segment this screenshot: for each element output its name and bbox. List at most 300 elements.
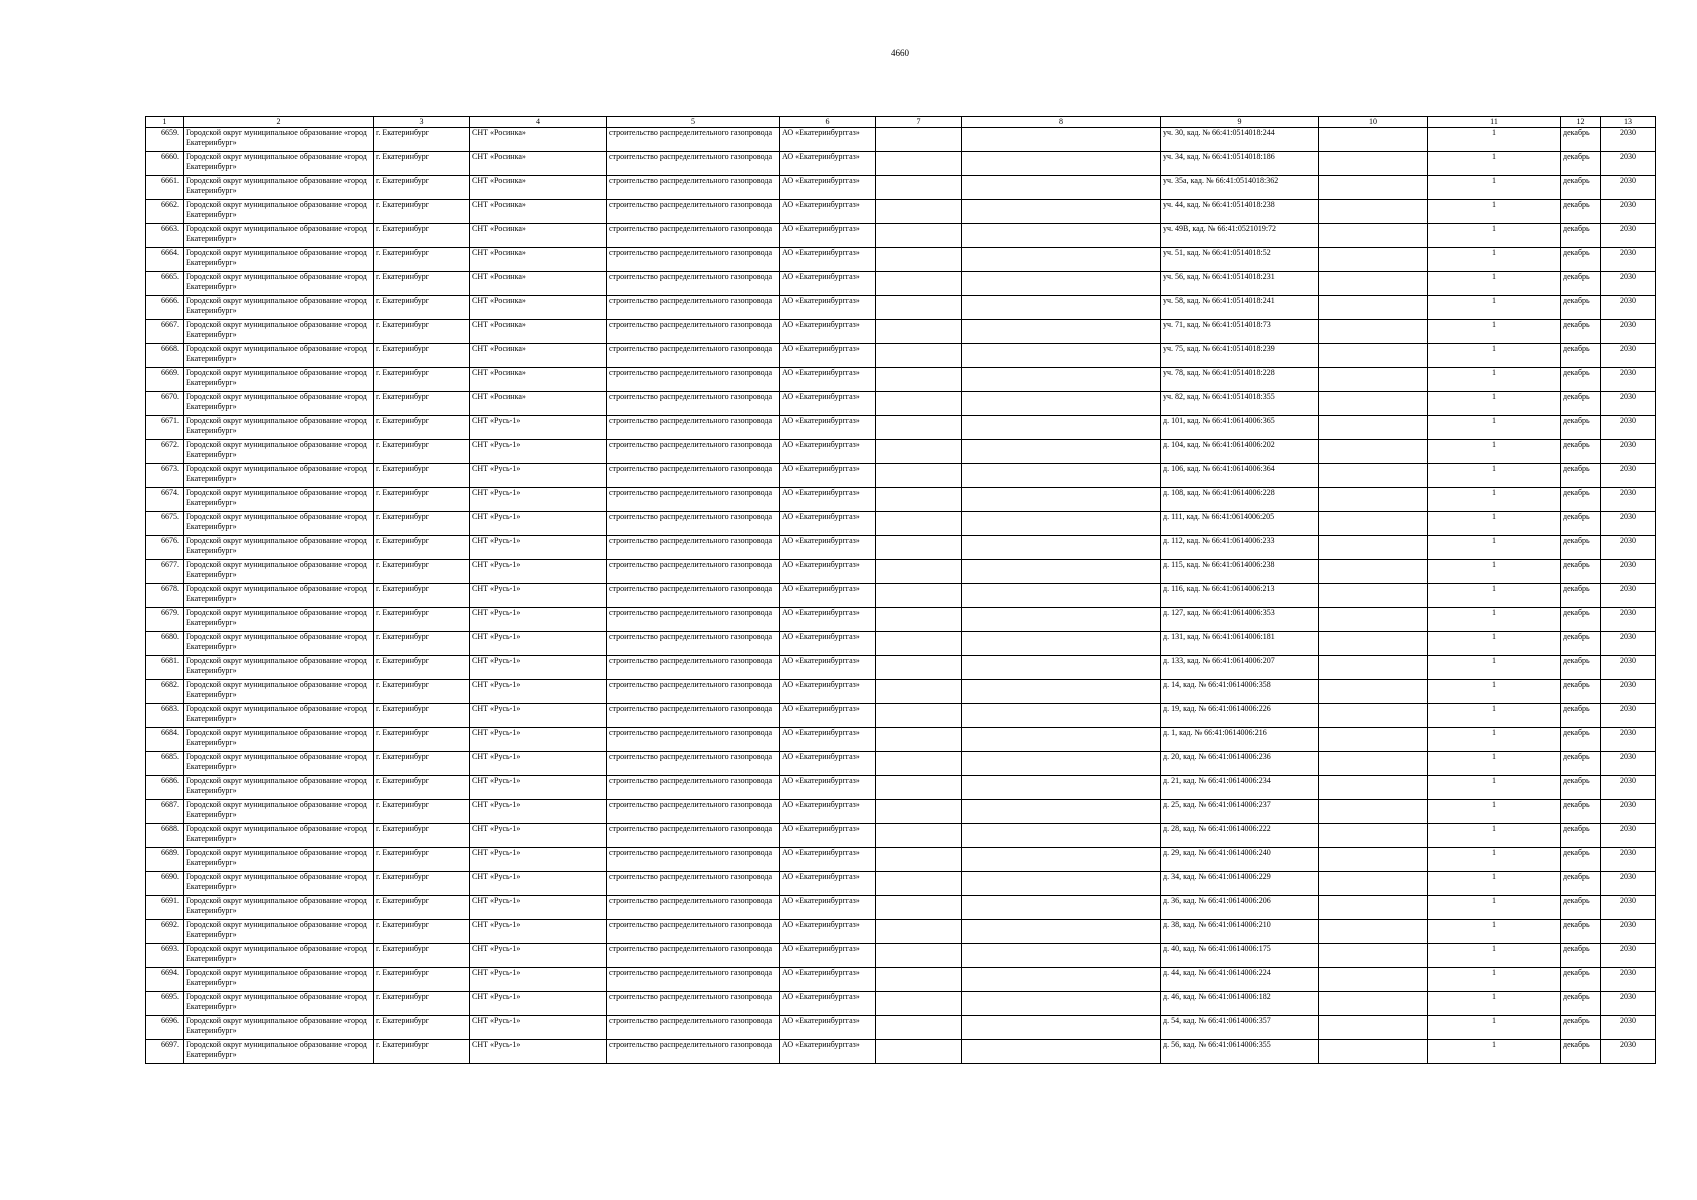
col7-cell <box>876 704 962 728</box>
col10-cell <box>1319 392 1428 416</box>
col7-cell <box>876 848 962 872</box>
snt-cell: СНТ «Русь-1» <box>470 752 607 776</box>
operator-cell: АО «Екатеринбурггаз» <box>780 1016 876 1040</box>
row-number: 6683. <box>146 704 184 728</box>
quantity-cell: 1 <box>1428 728 1561 752</box>
col7-cell <box>876 248 962 272</box>
row-number: 6670. <box>146 392 184 416</box>
operator-cell: АО «Екатеринбурггаз» <box>780 128 876 152</box>
municipality-cell: Городской округ муниципальное образование «город Екатеринбург» <box>184 824 374 848</box>
operator-cell: АО «Екатеринбурггаз» <box>780 248 876 272</box>
plot-cell: д. 29, кад. № 66:41:0614006:240 <box>1161 848 1319 872</box>
row-number: 6665. <box>146 272 184 296</box>
row-number: 6660. <box>146 152 184 176</box>
plot-cell: д. 20, кад. № 66:41:0614006:236 <box>1161 752 1319 776</box>
operator-cell: АО «Екатеринбурггаз» <box>780 488 876 512</box>
col8-cell <box>962 728 1161 752</box>
col7-cell <box>876 584 962 608</box>
plot-cell: уч. 58, кад. № 66:41:0514018:241 <box>1161 296 1319 320</box>
snt-cell: СНТ «Росинка» <box>470 152 607 176</box>
snt-cell: СНТ «Русь-1» <box>470 728 607 752</box>
year-cell: 2030 <box>1601 296 1656 320</box>
plot-cell: уч. 51, кад. № 66:41:0514018:52 <box>1161 248 1319 272</box>
year-cell: 2030 <box>1601 224 1656 248</box>
month-cell: декабрь <box>1561 872 1601 896</box>
year-cell: 2030 <box>1601 368 1656 392</box>
year-cell: 2030 <box>1601 176 1656 200</box>
year-cell: 2030 <box>1601 992 1656 1016</box>
operator-cell: АО «Екатеринбурггаз» <box>780 560 876 584</box>
col10-cell <box>1319 992 1428 1016</box>
plot-cell: д. 116, кад. № 66:41:0614006:213 <box>1161 584 1319 608</box>
table-row <box>146 776 1656 800</box>
month-cell: декабрь <box>1561 656 1601 680</box>
col10-cell <box>1319 824 1428 848</box>
column-number: 3 <box>374 117 470 128</box>
col7-cell <box>876 344 962 368</box>
plot-cell: д. 115, кад. № 66:41:0614006:238 <box>1161 560 1319 584</box>
column-number: 4 <box>470 117 607 128</box>
col8-cell <box>962 176 1161 200</box>
snt-cell: СНТ «Русь-1» <box>470 416 607 440</box>
month-cell: декабрь <box>1561 320 1601 344</box>
year-cell: 2030 <box>1601 776 1656 800</box>
municipality-cell: Городской округ муниципальное образование «город Екатеринбург» <box>184 632 374 656</box>
snt-cell: СНТ «Русь-1» <box>470 584 607 608</box>
month-cell: декабрь <box>1561 728 1601 752</box>
col7-cell <box>876 128 962 152</box>
col8-cell <box>962 608 1161 632</box>
municipality-cell: Городской округ муниципальное образование «город Екатеринбург» <box>184 584 374 608</box>
year-cell: 2030 <box>1601 608 1656 632</box>
registry-table <box>145 116 1656 1064</box>
quantity-cell: 1 <box>1428 560 1561 584</box>
activity-cell: строительство распределительного газопровода <box>607 368 780 392</box>
snt-cell: СНТ «Русь-1» <box>470 608 607 632</box>
operator-cell: АО «Екатеринбурггаз» <box>780 728 876 752</box>
city-cell: г. Екатеринбург <box>374 200 470 224</box>
table-row <box>146 752 1656 776</box>
operator-cell: АО «Екатеринбурггаз» <box>780 896 876 920</box>
city-cell: г. Екатеринбург <box>374 584 470 608</box>
plot-cell: д. 21, кад. № 66:41:0614006:234 <box>1161 776 1319 800</box>
year-cell: 2030 <box>1601 320 1656 344</box>
quantity-cell: 1 <box>1428 584 1561 608</box>
month-cell: декабрь <box>1561 224 1601 248</box>
row-number: 6681. <box>146 656 184 680</box>
activity-cell: строительство распределительного газопровода <box>607 488 780 512</box>
snt-cell: СНТ «Русь-1» <box>470 704 607 728</box>
col8-cell <box>962 1016 1161 1040</box>
municipality-cell: Городской округ муниципальное образование «город Екатеринбург» <box>184 464 374 488</box>
activity-cell: строительство распределительного газопровода <box>607 1040 780 1064</box>
municipality-cell: Городской округ муниципальное образование «город Екатеринбург» <box>184 536 374 560</box>
column-number: 1 <box>146 117 184 128</box>
quantity-cell: 1 <box>1428 968 1561 992</box>
activity-cell: строительство распределительного газопровода <box>607 704 780 728</box>
snt-cell: СНТ «Русь-1» <box>470 776 607 800</box>
operator-cell: АО «Екатеринбурггаз» <box>780 800 876 824</box>
quantity-cell: 1 <box>1428 992 1561 1016</box>
plot-cell: уч. 78, кад. № 66:41:0514018:228 <box>1161 368 1319 392</box>
table-row <box>146 1016 1656 1040</box>
plot-cell: д. 127, кад. № 66:41:0614006:353 <box>1161 608 1319 632</box>
table-row <box>146 152 1656 176</box>
snt-cell: СНТ «Русь-1» <box>470 896 607 920</box>
city-cell: г. Екатеринбург <box>374 728 470 752</box>
month-cell: декабрь <box>1561 296 1601 320</box>
row-number: 6694. <box>146 968 184 992</box>
operator-cell: АО «Екатеринбурггаз» <box>780 392 876 416</box>
municipality-cell: Городской округ муниципальное образование «город Екатеринбург» <box>184 176 374 200</box>
row-number: 6693. <box>146 944 184 968</box>
table-row <box>146 896 1656 920</box>
municipality-cell: Городской округ муниципальное образование «город Екатеринбург» <box>184 920 374 944</box>
snt-cell: СНТ «Русь-1» <box>470 488 607 512</box>
plot-cell: д. 36, кад. № 66:41:0614006:206 <box>1161 896 1319 920</box>
col7-cell <box>876 560 962 584</box>
operator-cell: АО «Екатеринбурггаз» <box>780 632 876 656</box>
city-cell: г. Екатеринбург <box>374 848 470 872</box>
col7-cell <box>876 992 962 1016</box>
row-number: 6675. <box>146 512 184 536</box>
year-cell: 2030 <box>1601 416 1656 440</box>
city-cell: г. Екатеринбург <box>374 488 470 512</box>
table-row <box>146 488 1656 512</box>
activity-cell: строительство распределительного газопровода <box>607 800 780 824</box>
quantity-cell: 1 <box>1428 896 1561 920</box>
city-cell: г. Екатеринбург <box>374 656 470 680</box>
col8-cell <box>962 392 1161 416</box>
col10-cell <box>1319 200 1428 224</box>
operator-cell: АО «Екатеринбурггаз» <box>780 512 876 536</box>
table-row <box>146 296 1656 320</box>
year-cell: 2030 <box>1601 728 1656 752</box>
quantity-cell: 1 <box>1428 824 1561 848</box>
col7-cell <box>876 272 962 296</box>
activity-cell: строительство распределительного газопровода <box>607 128 780 152</box>
month-cell: декабрь <box>1561 416 1601 440</box>
col8-cell <box>962 512 1161 536</box>
quantity-cell: 1 <box>1428 296 1561 320</box>
operator-cell: АО «Екатеринбурггаз» <box>780 464 876 488</box>
table-row <box>146 320 1656 344</box>
city-cell: г. Екатеринбург <box>374 824 470 848</box>
year-cell: 2030 <box>1601 512 1656 536</box>
operator-cell: АО «Екатеринбурггаз» <box>780 656 876 680</box>
plot-cell: д. 54, кад. № 66:41:0614006:357 <box>1161 1016 1319 1040</box>
year-cell: 2030 <box>1601 752 1656 776</box>
municipality-cell: Городской округ муниципальное образование «город Екатеринбург» <box>184 320 374 344</box>
snt-cell: СНТ «Русь-1» <box>470 1040 607 1064</box>
col8-cell <box>962 464 1161 488</box>
snt-cell: СНТ «Росинка» <box>470 128 607 152</box>
city-cell: г. Екатеринбург <box>374 776 470 800</box>
month-cell: декабрь <box>1561 800 1601 824</box>
municipality-cell: Городской округ муниципальное образование «город Екатеринбург» <box>184 800 374 824</box>
activity-cell: строительство распределительного газопровода <box>607 392 780 416</box>
plot-cell: д. 44, кад. № 66:41:0614006:224 <box>1161 968 1319 992</box>
month-cell: декабрь <box>1561 1040 1601 1064</box>
activity-cell: строительство распределительного газопровода <box>607 848 780 872</box>
table-row <box>146 464 1656 488</box>
table-row <box>146 968 1656 992</box>
municipality-cell: Городской округ муниципальное образование «город Екатеринбург» <box>184 392 374 416</box>
quantity-cell: 1 <box>1428 200 1561 224</box>
municipality-cell: Городской округ муниципальное образование «город Екатеринбург» <box>184 272 374 296</box>
operator-cell: АО «Екатеринбурггаз» <box>780 872 876 896</box>
operator-cell: АО «Екатеринбурггаз» <box>780 200 876 224</box>
activity-cell: строительство распределительного газопровода <box>607 680 780 704</box>
activity-cell: строительство распределительного газопровода <box>607 632 780 656</box>
table-row <box>146 944 1656 968</box>
operator-cell: АО «Екатеринбурггаз» <box>780 608 876 632</box>
activity-cell: строительство распределительного газопровода <box>607 968 780 992</box>
col8-cell <box>962 968 1161 992</box>
quantity-cell: 1 <box>1428 680 1561 704</box>
registry-table-body <box>146 117 1656 1064</box>
col8-cell <box>962 704 1161 728</box>
quantity-cell: 1 <box>1428 776 1561 800</box>
col7-cell <box>876 512 962 536</box>
year-cell: 2030 <box>1601 344 1656 368</box>
operator-cell: АО «Екатеринбурггаз» <box>780 680 876 704</box>
year-cell: 2030 <box>1601 536 1656 560</box>
operator-cell: АО «Екатеринбурггаз» <box>780 320 876 344</box>
year-cell: 2030 <box>1601 248 1656 272</box>
city-cell: г. Екатеринбург <box>374 536 470 560</box>
col8-cell <box>962 776 1161 800</box>
month-cell: декабрь <box>1561 896 1601 920</box>
table-row <box>146 728 1656 752</box>
snt-cell: СНТ «Русь-1» <box>470 992 607 1016</box>
table-row <box>146 248 1656 272</box>
col8-cell <box>962 248 1161 272</box>
snt-cell: СНТ «Русь-1» <box>470 440 607 464</box>
plot-cell: д. 25, кад. № 66:41:0614006:237 <box>1161 800 1319 824</box>
city-cell: г. Екатеринбург <box>374 416 470 440</box>
snt-cell: СНТ «Росинка» <box>470 272 607 296</box>
municipality-cell: Городской округ муниципальное образование «город Екатеринбург» <box>184 704 374 728</box>
column-number: 7 <box>876 117 962 128</box>
year-cell: 2030 <box>1601 944 1656 968</box>
col7-cell <box>876 176 962 200</box>
col10-cell <box>1319 680 1428 704</box>
city-cell: г. Екатеринбург <box>374 944 470 968</box>
col10-cell <box>1319 632 1428 656</box>
plot-cell: д. 38, кад. № 66:41:0614006:210 <box>1161 920 1319 944</box>
col7-cell <box>876 632 962 656</box>
col10-cell <box>1319 1040 1428 1064</box>
col7-cell <box>876 464 962 488</box>
year-cell: 2030 <box>1601 128 1656 152</box>
city-cell: г. Екатеринбург <box>374 512 470 536</box>
col10-cell <box>1319 464 1428 488</box>
col7-cell <box>876 536 962 560</box>
year-cell: 2030 <box>1601 872 1656 896</box>
table-row <box>146 272 1656 296</box>
city-cell: г. Екатеринбург <box>374 968 470 992</box>
operator-cell: АО «Екатеринбурггаз» <box>780 152 876 176</box>
col8-cell <box>962 896 1161 920</box>
city-cell: г. Екатеринбург <box>374 296 470 320</box>
quantity-cell: 1 <box>1428 344 1561 368</box>
city-cell: г. Екатеринбург <box>374 368 470 392</box>
row-number: 6667. <box>146 320 184 344</box>
month-cell: декабрь <box>1561 824 1601 848</box>
col8-cell <box>962 416 1161 440</box>
col8-cell <box>962 848 1161 872</box>
month-cell: декабрь <box>1561 512 1601 536</box>
activity-cell: строительство распределительного газопровода <box>607 824 780 848</box>
col7-cell <box>876 392 962 416</box>
row-number: 6684. <box>146 728 184 752</box>
col10-cell <box>1319 416 1428 440</box>
col8-cell <box>962 800 1161 824</box>
month-cell: декабрь <box>1561 704 1601 728</box>
municipality-cell: Городской округ муниципальное образование «город Екатеринбург» <box>184 200 374 224</box>
municipality-cell: Городской округ муниципальное образование «город Екатеринбург» <box>184 944 374 968</box>
col7-cell <box>876 296 962 320</box>
municipality-cell: Городской округ муниципальное образование «город Екатеринбург» <box>184 848 374 872</box>
snt-cell: СНТ «Русь-1» <box>470 944 607 968</box>
month-cell: декабрь <box>1561 584 1601 608</box>
month-cell: декабрь <box>1561 392 1601 416</box>
year-cell: 2030 <box>1601 704 1656 728</box>
municipality-cell: Городской округ муниципальное образование «город Екатеринбург» <box>184 968 374 992</box>
col7-cell <box>876 224 962 248</box>
col7-cell <box>876 488 962 512</box>
municipality-cell: Городской округ муниципальное образование «город Екатеринбург» <box>184 656 374 680</box>
municipality-cell: Городской округ муниципальное образование «город Екатеринбург» <box>184 560 374 584</box>
year-cell: 2030 <box>1601 1016 1656 1040</box>
municipality-cell: Городской округ муниципальное образование «город Екатеринбург» <box>184 896 374 920</box>
col10-cell <box>1319 584 1428 608</box>
snt-cell: СНТ «Русь-1» <box>470 632 607 656</box>
month-cell: декабрь <box>1561 1016 1601 1040</box>
row-number: 6690. <box>146 872 184 896</box>
year-cell: 2030 <box>1601 800 1656 824</box>
year-cell: 2030 <box>1601 560 1656 584</box>
plot-cell: уч. 71, кад. № 66:41:0514018:73 <box>1161 320 1319 344</box>
column-number: 9 <box>1161 117 1319 128</box>
table-row <box>146 872 1656 896</box>
municipality-cell: Городской округ муниципальное образование «город Екатеринбург» <box>184 344 374 368</box>
col8-cell <box>962 632 1161 656</box>
plot-cell: уч. 34, кад. № 66:41:0514018:186 <box>1161 152 1319 176</box>
row-number: 6659. <box>146 128 184 152</box>
quantity-cell: 1 <box>1428 416 1561 440</box>
operator-cell: АО «Екатеринбурггаз» <box>780 752 876 776</box>
municipality-cell: Городской округ муниципальное образование «город Екатеринбург» <box>184 248 374 272</box>
plot-cell: д. 112, кад. № 66:41:0614006:233 <box>1161 536 1319 560</box>
snt-cell: СНТ «Русь-1» <box>470 872 607 896</box>
month-cell: декабрь <box>1561 776 1601 800</box>
municipality-cell: Городской округ муниципальное образование «город Екатеринбург» <box>184 224 374 248</box>
operator-cell: АО «Екатеринбурггаз» <box>780 1040 876 1064</box>
col10-cell <box>1319 224 1428 248</box>
activity-cell: строительство распределительного газопровода <box>607 512 780 536</box>
year-cell: 2030 <box>1601 920 1656 944</box>
row-number: 6685. <box>146 752 184 776</box>
col10-cell <box>1319 944 1428 968</box>
snt-cell: СНТ «Росинка» <box>470 248 607 272</box>
row-number: 6696. <box>146 1016 184 1040</box>
col10-cell <box>1319 920 1428 944</box>
col8-cell <box>962 488 1161 512</box>
row-number: 6664. <box>146 248 184 272</box>
col7-cell <box>876 800 962 824</box>
col10-cell <box>1319 152 1428 176</box>
row-number: 6672. <box>146 440 184 464</box>
plot-cell: д. 28, кад. № 66:41:0614006:222 <box>1161 824 1319 848</box>
column-number: 10 <box>1319 117 1428 128</box>
activity-cell: строительство распределительного газопровода <box>607 200 780 224</box>
col7-cell <box>876 944 962 968</box>
snt-cell: СНТ «Росинка» <box>470 296 607 320</box>
quantity-cell: 1 <box>1428 464 1561 488</box>
table-row <box>146 608 1656 632</box>
col7-cell <box>876 776 962 800</box>
month-cell: декабрь <box>1561 848 1601 872</box>
column-number-row <box>146 117 1656 128</box>
snt-cell: СНТ «Русь-1» <box>470 464 607 488</box>
month-cell: декабрь <box>1561 176 1601 200</box>
row-number: 6662. <box>146 200 184 224</box>
col10-cell <box>1319 176 1428 200</box>
col10-cell <box>1319 608 1428 632</box>
year-cell: 2030 <box>1601 656 1656 680</box>
col7-cell <box>876 824 962 848</box>
col10-cell <box>1319 440 1428 464</box>
table-row <box>146 704 1656 728</box>
operator-cell: АО «Екатеринбурггаз» <box>780 296 876 320</box>
col8-cell <box>962 200 1161 224</box>
activity-cell: строительство распределительного газопровода <box>607 416 780 440</box>
activity-cell: строительство распределительного газопровода <box>607 752 780 776</box>
month-cell: декабрь <box>1561 152 1601 176</box>
municipality-cell: Городской округ муниципальное образование «город Екатеринбург» <box>184 872 374 896</box>
activity-cell: строительство распределительного газопровода <box>607 728 780 752</box>
municipality-cell: Городской округ муниципальное образование «город Екатеринбург» <box>184 512 374 536</box>
quantity-cell: 1 <box>1428 1016 1561 1040</box>
plot-cell: д. 14, кад. № 66:41:0614006:358 <box>1161 680 1319 704</box>
row-number: 6661. <box>146 176 184 200</box>
activity-cell: строительство распределительного газопровода <box>607 776 780 800</box>
col7-cell <box>876 608 962 632</box>
table-row <box>146 848 1656 872</box>
activity-cell: строительство распределительного газопровода <box>607 896 780 920</box>
municipality-cell: Городской округ муниципальное образование «город Екатеринбург» <box>184 1016 374 1040</box>
month-cell: декабрь <box>1561 920 1601 944</box>
year-cell: 2030 <box>1601 200 1656 224</box>
col8-cell <box>962 920 1161 944</box>
activity-cell: строительство распределительного газопровода <box>607 320 780 344</box>
operator-cell: АО «Екатеринбурггаз» <box>780 344 876 368</box>
column-number: 12 <box>1561 117 1601 128</box>
col8-cell <box>962 344 1161 368</box>
col10-cell <box>1319 296 1428 320</box>
month-cell: декабрь <box>1561 944 1601 968</box>
operator-cell: АО «Екатеринбурггаз» <box>780 536 876 560</box>
row-number: 6678. <box>146 584 184 608</box>
snt-cell: СНТ «Росинка» <box>470 368 607 392</box>
year-cell: 2030 <box>1601 152 1656 176</box>
col10-cell <box>1319 368 1428 392</box>
month-cell: декабрь <box>1561 344 1601 368</box>
operator-cell: АО «Екатеринбурггаз» <box>780 704 876 728</box>
row-number: 6666. <box>146 296 184 320</box>
